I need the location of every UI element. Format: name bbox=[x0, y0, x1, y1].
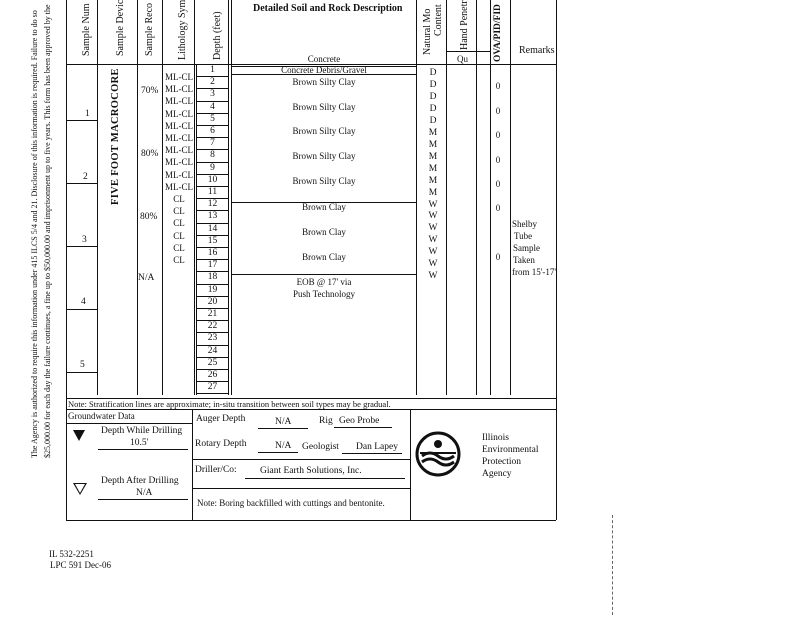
description-text: Brown Silty Clay bbox=[292, 77, 356, 87]
moisture-value: M bbox=[428, 176, 438, 186]
sample-device-label: FIVE FOOT MACROCORE bbox=[110, 68, 121, 205]
recovery-value: 80% bbox=[140, 212, 158, 222]
header-ova: OVA/PID/FID bbox=[493, 4, 503, 62]
lithology-value: ML-CL bbox=[165, 84, 193, 94]
scan-edge bbox=[612, 515, 614, 615]
moisture-value: M bbox=[428, 128, 438, 138]
agency-line3: Protection bbox=[482, 457, 522, 467]
ova-value: 0 bbox=[495, 106, 501, 116]
groundwater-title: Groundwater Data bbox=[68, 411, 135, 421]
lithology-value: CL bbox=[173, 255, 185, 265]
depth-value: 22 bbox=[207, 321, 218, 331]
moisture-value: W bbox=[428, 211, 438, 221]
recovery-value: 70% bbox=[141, 86, 159, 96]
depth-value: 5 bbox=[210, 114, 215, 124]
ova-value: 0 bbox=[495, 130, 501, 140]
sample-number: 1 bbox=[85, 109, 90, 119]
moisture-value: D bbox=[429, 104, 437, 114]
moisture-value: M bbox=[428, 152, 438, 162]
recovery-value: N/A bbox=[138, 273, 155, 283]
moisture-value: W bbox=[428, 235, 438, 245]
side-disclosure-line2: $25,000.00 for each day the failure continues, a fine up to $50,000.00 and imprisonment up to five years. This form has been approved by the bbox=[43, 4, 52, 458]
depth-value: 18 bbox=[207, 272, 218, 282]
lithology-value: CL bbox=[173, 231, 185, 241]
water-level-while-icon bbox=[73, 430, 85, 441]
depth-value: 21 bbox=[207, 309, 218, 319]
depth-value: 4 bbox=[210, 102, 215, 112]
header-sample-number: Sample Num bbox=[81, 3, 92, 56]
rig-label: Rig bbox=[319, 416, 333, 426]
lithology-value: ML-CL bbox=[165, 133, 193, 143]
ova-value: 0 bbox=[495, 81, 501, 91]
driller-value: Giant Earth Solutions, Inc. bbox=[260, 466, 362, 476]
remark-line: Shelby bbox=[512, 219, 538, 229]
description-text: Concrete Debris/Gravel bbox=[281, 65, 367, 75]
depth-value: 11 bbox=[207, 187, 218, 197]
depth-value: 25 bbox=[207, 358, 218, 368]
header-lithology: Lithology Sym bbox=[177, 0, 188, 60]
header-remarks: Remarks bbox=[519, 45, 555, 56]
remark-line: Taken bbox=[513, 255, 535, 265]
ova-value: 0 bbox=[495, 179, 501, 189]
depth-while-label: Depth While Drilling bbox=[101, 426, 183, 436]
lithology-value: ML-CL bbox=[165, 109, 193, 119]
moisture-value: D bbox=[429, 92, 437, 102]
depth-row-line bbox=[196, 393, 228, 394]
lithology-value: ML-CL bbox=[165, 96, 193, 106]
header-moisture-2: Content bbox=[433, 4, 444, 36]
moisture-value: M bbox=[428, 140, 438, 150]
moisture-value: D bbox=[429, 116, 437, 126]
sample-number: 4 bbox=[81, 297, 86, 307]
header-sample-recovery: Sample Reco bbox=[144, 2, 155, 56]
lithology-value: CL bbox=[173, 243, 185, 253]
depth-value: 15 bbox=[207, 236, 218, 246]
depth-after-label: Depth After Drilling bbox=[101, 476, 179, 486]
depth-value: 17 bbox=[207, 260, 218, 270]
side-disclosure-line1: The Agency is authorized to require this information under 415 ILCS 5/4 and 21. Disclosure of this information is required. Failure to do so bbox=[30, 10, 39, 458]
moisture-value: W bbox=[428, 259, 438, 269]
depth-value: 1 bbox=[210, 65, 215, 75]
depth-while-value: 10.5' bbox=[130, 438, 149, 448]
form-date: LPC 591 Dec-06 bbox=[50, 560, 111, 570]
moisture-value: W bbox=[428, 223, 438, 233]
geologist-value: Dan Lapey bbox=[356, 442, 398, 452]
description-text: Brown Silty Clay bbox=[292, 102, 356, 112]
depth-value: 9 bbox=[210, 163, 215, 173]
ova-value: 0 bbox=[495, 155, 501, 165]
depth-value: 14 bbox=[207, 224, 218, 234]
moisture-value: M bbox=[428, 188, 438, 198]
moisture-value: W bbox=[428, 247, 438, 257]
sample-number: 2 bbox=[83, 172, 88, 182]
auger-depth-value: N/A bbox=[275, 417, 292, 427]
agency-line1: Illinois bbox=[482, 433, 509, 443]
ova-value: 0 bbox=[495, 203, 501, 213]
ova-value: 0 bbox=[495, 252, 501, 262]
depth-value: 20 bbox=[207, 297, 218, 307]
depth-value: 26 bbox=[207, 370, 218, 380]
depth-value: 27 bbox=[207, 382, 218, 392]
lithology-value: ML-CL bbox=[165, 182, 193, 192]
moisture-value: D bbox=[429, 68, 437, 78]
lithology-value: CL bbox=[173, 194, 185, 204]
depth-value: 2 bbox=[210, 77, 215, 87]
illinois-epa-logo bbox=[414, 430, 462, 478]
agency-line4: Agency bbox=[482, 469, 512, 479]
depth-value: 6 bbox=[210, 126, 215, 136]
rotary-depth-value: N/A bbox=[275, 441, 292, 451]
moisture-value: W bbox=[428, 200, 438, 210]
sample-number: 3 bbox=[82, 235, 87, 245]
depth-value: 13 bbox=[207, 211, 218, 221]
description-text: Brown Clay bbox=[302, 252, 346, 262]
lithology-value: ML-CL bbox=[165, 157, 193, 167]
lithology-value: ML-CL bbox=[165, 72, 193, 82]
remark-line: Sample bbox=[513, 243, 540, 253]
header-depth: Depth (feet) bbox=[212, 11, 223, 60]
description-text: Concrete bbox=[307, 54, 341, 64]
header-qu: Qu bbox=[457, 54, 468, 64]
depth-value: 24 bbox=[207, 346, 218, 356]
moisture-value: D bbox=[429, 80, 437, 90]
description-text: Brown Silty Clay bbox=[292, 126, 356, 136]
rotary-depth-label: Rotary Depth bbox=[195, 439, 247, 449]
lithology-value: CL bbox=[173, 218, 185, 228]
remark-line: Tube bbox=[514, 231, 533, 241]
depth-value: 23 bbox=[207, 333, 218, 343]
header-moisture: Natural Mo bbox=[422, 8, 433, 55]
form-number: IL 532-2251 bbox=[49, 549, 94, 559]
depth-value: 3 bbox=[210, 89, 215, 99]
agency-line2: Environmental bbox=[482, 445, 539, 455]
rig-value: Geo Probe bbox=[339, 416, 380, 426]
sample-number: 5 bbox=[80, 360, 85, 370]
lithology-value: CL bbox=[173, 206, 185, 216]
depth-value: 12 bbox=[207, 199, 218, 209]
depth-value: 10 bbox=[207, 175, 218, 185]
moisture-value: W bbox=[428, 271, 438, 281]
header-sample-device: Sample Devic bbox=[115, 0, 126, 56]
lithology-value: ML-CL bbox=[165, 145, 193, 155]
lithology-value: ML-CL bbox=[165, 170, 193, 180]
depth-value: 7 bbox=[210, 138, 215, 148]
backfill-note: Note: Boring backfilled with cuttings and bentonite. bbox=[197, 498, 385, 508]
driller-label: Driller/Co: bbox=[195, 465, 237, 475]
description-text: Brown Silty Clay bbox=[292, 151, 356, 161]
description-text: Push Technology bbox=[293, 289, 355, 299]
depth-value: 19 bbox=[207, 285, 218, 295]
description-text: Brown Silty Clay bbox=[292, 176, 356, 186]
header-description: Detailed Soil and Rock Description bbox=[253, 3, 403, 14]
description-text: Brown Clay bbox=[302, 227, 346, 237]
depth-value: 16 bbox=[207, 248, 218, 258]
depth-value: 8 bbox=[210, 150, 215, 160]
header-hand-penetrometer: Hand Penetr bbox=[459, 0, 470, 50]
geologist-label: Geologist bbox=[302, 442, 339, 452]
recovery-value: 80% bbox=[141, 149, 159, 159]
remark-line: from 15'-17' bbox=[512, 267, 556, 277]
description-text: Brown Clay bbox=[302, 202, 346, 212]
lithology-value: ML-CL bbox=[165, 121, 193, 131]
description-text: EOB @ 17' via bbox=[296, 277, 352, 287]
auger-depth-label: Auger Depth bbox=[196, 414, 246, 424]
depth-after-value: N/A bbox=[136, 488, 153, 498]
stratification-note: Note: Stratification lines are approximate; in-situ transition between soil types may be gradual. bbox=[68, 399, 391, 409]
moisture-value: M bbox=[428, 164, 438, 174]
